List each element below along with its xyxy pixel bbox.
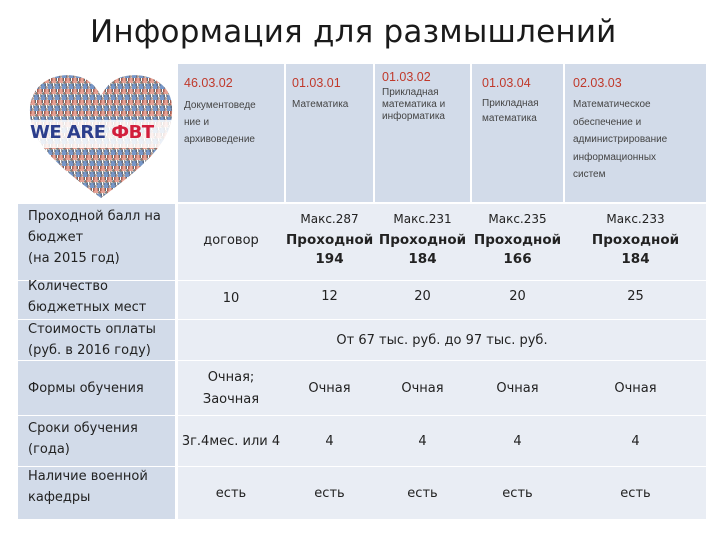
row-label-cost: Стоимость оплаты (руб. в 2016 году)	[28, 322, 156, 358]
program-name: Прикладная математика	[482, 98, 539, 124]
terms-value: 4	[418, 434, 427, 449]
score-value: договор	[203, 233, 259, 248]
places-value: 20	[509, 289, 526, 304]
places-value: 10	[222, 291, 240, 306]
page-title: Информация для размышлений	[90, 14, 617, 50]
places-value: 25	[627, 289, 644, 304]
places-value: 12	[321, 289, 338, 304]
row-label-score: Проходной балл на бюджет (на 2015 год)	[28, 209, 161, 266]
terms-value: 4	[325, 434, 334, 449]
score-max: Макс.235	[488, 212, 547, 226]
row-label-terms: Сроки обучения (года)	[28, 421, 138, 457]
terms-value: 3г.4мес. или 4	[181, 434, 281, 449]
score-max: Макс.233	[606, 212, 665, 226]
program-name: Документоведе ние и архивоведение	[184, 100, 256, 145]
military-value: есть	[215, 486, 247, 501]
forms-value: Очная	[614, 381, 657, 396]
forms-value: Очная	[496, 381, 539, 396]
score-pass: Проходной 194	[286, 232, 374, 267]
military-value: есть	[502, 486, 533, 501]
forms-value: Очная; Заочная	[202, 370, 260, 407]
logo-text	[30, 122, 154, 143]
military-value: есть	[314, 486, 345, 501]
row-label-forms: Формы обучения	[28, 381, 144, 396]
program-name: Прикладная математика и информатика	[382, 87, 446, 122]
cost-value: От 67 тыс. руб. до 97 тыс. руб.	[336, 333, 548, 348]
forms-value: Очная	[308, 381, 351, 396]
program-code: 01.03.04	[482, 76, 531, 90]
military-value: есть	[407, 486, 438, 501]
program-code: 01.03.01	[292, 76, 341, 90]
program-code: 46.03.02	[184, 76, 233, 90]
program-code: 02.03.03	[573, 76, 622, 90]
score-pass: Проходной 166	[473, 232, 562, 267]
logo-part1: WE ARE	[30, 122, 106, 143]
row-label-places: Количество бюджетных мест	[28, 279, 147, 315]
logo-heart	[26, 70, 176, 202]
program-name: Математическое обеспечение и администрирование информационных систем	[573, 99, 668, 180]
places-value: 20	[414, 289, 431, 304]
score-pass: Проходной 184	[378, 232, 467, 267]
program-code: 01.03.02	[382, 70, 431, 84]
military-value: есть	[620, 486, 651, 501]
logo-part2: ФВТ	[111, 122, 154, 143]
program-name: Математика	[292, 99, 349, 110]
score-pass: Проходной 184	[591, 232, 680, 267]
score-max: Макс.287	[300, 212, 359, 226]
row-label-military: Наличие военной кафедры	[28, 469, 148, 505]
score-max: Макс.231	[393, 212, 452, 226]
forms-value: Очная	[401, 381, 444, 396]
terms-value: 4	[631, 434, 640, 449]
terms-value: 4	[513, 434, 522, 449]
header-cell	[375, 64, 470, 202]
